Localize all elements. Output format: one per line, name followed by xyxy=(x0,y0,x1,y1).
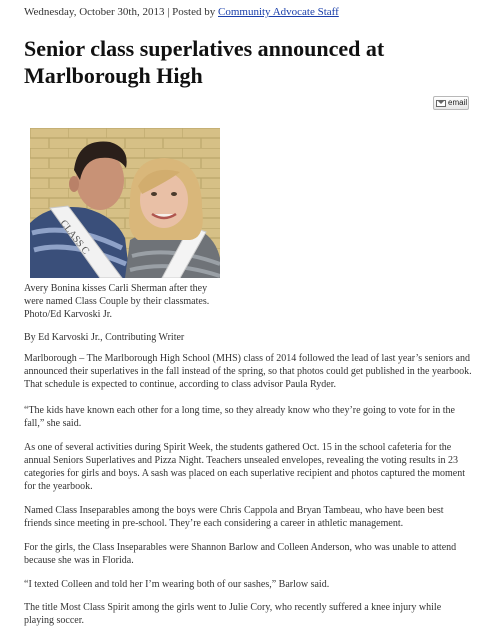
article-paragraph: Named Class Inseparables among the boys were Chris Cappola and Bryan Tambeau, who have been best friends since meeting in pre-school. They’re each considering a career in athletic management. xyxy=(24,505,444,529)
post-date: Wednesday, October 30th, 2013 | Posted by xyxy=(24,6,218,18)
article-meta xyxy=(24,6,339,18)
article-paragraph: As one of several activities during Spirit Week, the students gathered Oct. 15 in the school cafeteria for the annual Seniors Superlatives and Pizza Night. Teachers unsealed envelopes, revealing the voting results in 23 categories for girls and boys. A sash was placed on each superlative recipient and photos captured the moment for the yearbook. xyxy=(24,442,465,492)
byline: By Ed Karvoski Jr., Contributing Writer xyxy=(24,332,185,343)
article-paragraph: The title Most Class Spirit among the girls went to Julie Cory, who recently suffered a knee injury while playing soccer. xyxy=(24,602,442,626)
envelope-icon xyxy=(436,100,446,107)
article-headline: Senior class superlatives announced at Marlborough High xyxy=(24,36,385,88)
author-link[interactable]: Community Advocate Staff xyxy=(218,6,339,18)
photo-caption: Avery Bonina kisses Carli Sherman after they were named Class Couple by their classmates. Photo/Ed Karvoski Jr. xyxy=(24,283,210,320)
article-paragraph: “I texted Colleen and told her I’m wearing both of our sashes,” Barlow said. xyxy=(24,579,330,590)
article-paragraph: For the girls, the Class Inseparables were Shannon Barlow and Colleen Anderson, who was unable to attend because she was in Florida. xyxy=(24,542,457,566)
article-paragraph: “The kids have known each other for a long time, so they already know who they’re going to vote for in the fall,” she said. xyxy=(24,405,455,429)
article-paragraph: Marlborough – The Marlborough High School (MHS) class of 2014 followed the lead of last year’s seniors and announced their superlatives in the fall instead of the spring, so that photos could get published in the yearbook. That schedule is expected to continue, according to class advisor Paula Ryder. xyxy=(24,353,472,390)
sash-text-boy: CLASS C xyxy=(57,218,92,257)
email-button-label: email xyxy=(448,98,468,107)
article-photo xyxy=(30,128,220,278)
email-button[interactable] xyxy=(433,96,469,110)
